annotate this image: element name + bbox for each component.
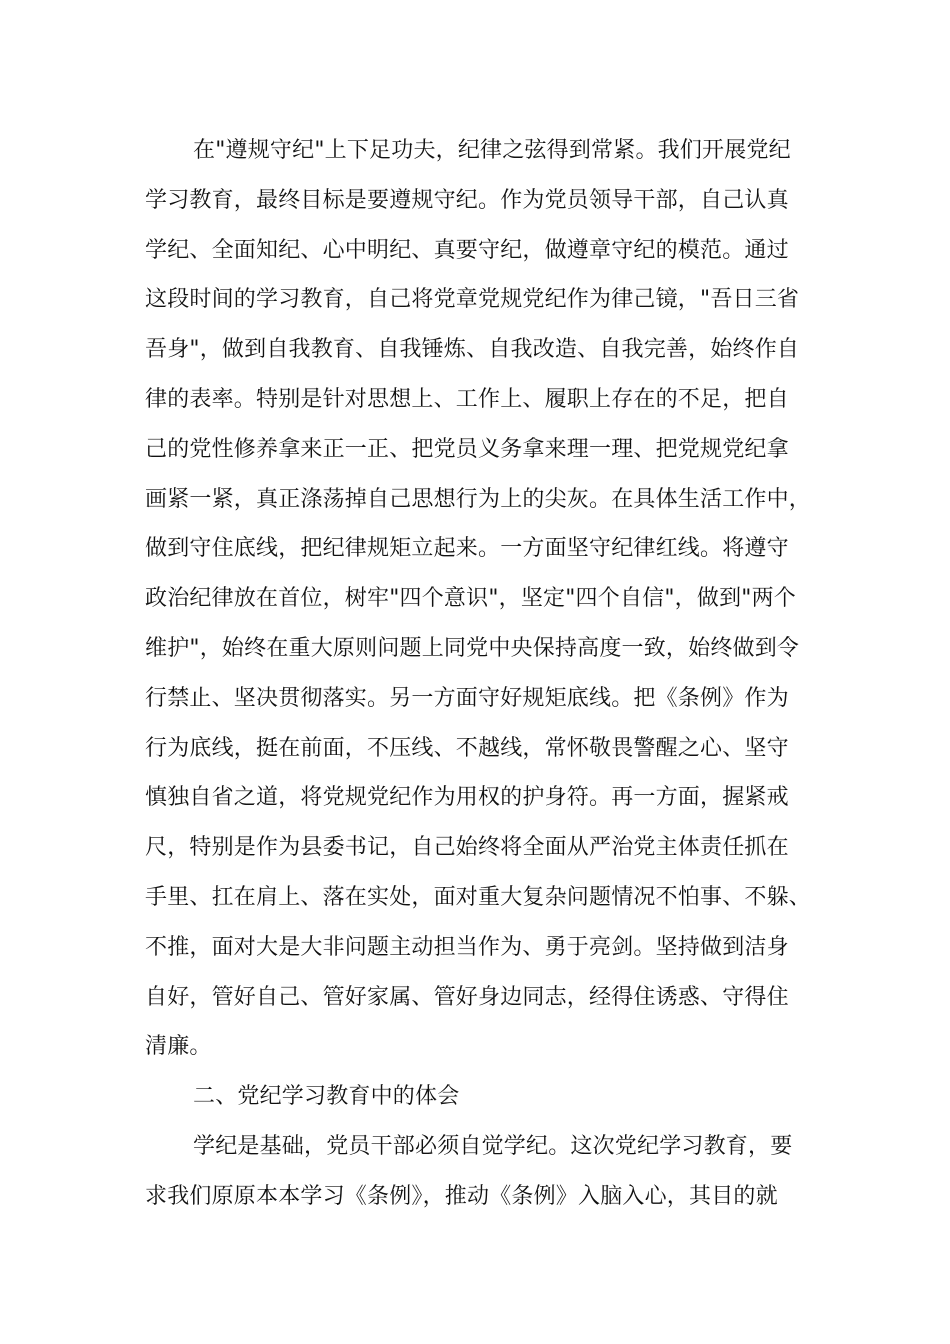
text-line: 律的表率。特别是针对思想上、工作上、履职上存在的不足，把自	[145, 386, 789, 412]
text-line: 吾身"，做到自我教育、自我锤炼、自我改造、自我完善，始终作自	[145, 337, 800, 363]
text-line: 不推，面对大是大非问题主动担当作为、勇于亮剑。坚持做到洁身	[145, 934, 789, 960]
text-line: 行禁止、坚决贯彻落实。另一方面守好规矩底线。把《条例》作为	[145, 685, 789, 711]
text-line: 画紧一紧，真正涤荡掉自己思想行为上的尖灰。在具体生活工作中，	[145, 486, 812, 512]
text-line: 学习教育，最终目标是要遵规守纪。作为党员领导干部，自己认真	[145, 187, 789, 213]
text-line: 学纪是基础，党员干部必须自觉学纪。这次党纪学习教育，要	[193, 1133, 793, 1159]
text-line: 慎独自省之道，将党规党纪作为用权的护身符。再一方面，握紧戒	[145, 785, 789, 811]
text-line: 做到守住底线，把纪律规矩立起来。一方面坚守纪律红线。将遵守	[145, 536, 789, 562]
section-heading: 二、党纪学习教育中的体会	[193, 1084, 460, 1110]
text-line: 在"遵规守纪"上下足功夫，纪律之弦得到常紧。我们开展党纪	[193, 138, 791, 163]
text-line: 尺，特别是作为县委书记，自己始终将全面从严治党主体责任抓在	[145, 835, 789, 861]
document-body	[145, 126, 825, 1222]
text-line: 行为底线，挺在前面，不压线、不越线，常怀敬畏警醒之心、坚守	[145, 735, 789, 761]
text-line: 自好，管好自己、管好家属、管好身边同志，经得住诱惑、守得住	[145, 984, 789, 1010]
text-line: 己的党性修养拿来正一正、把党员义务拿来理一理、把党规党纪拿	[145, 436, 789, 462]
text-line: 求我们原原本本学习《条例》，推动《条例》入脑入心，其目的就	[145, 1183, 778, 1209]
text-line: 手里、扛在肩上、落在实处，面对重大复杂问题情况不怕事、不躲、	[145, 884, 812, 910]
text-line: 这段时间的学习教育，自己将党章党规党纪作为律己镜，"吾日三省	[145, 287, 800, 313]
text-line: 学纪、全面知纪、心中明纪、真要守纪，做遵章守纪的模范。通过	[145, 237, 789, 263]
text-line: 政治纪律放在首位，树牢"四个意识"，坚定"四个自信"，做到"两个	[145, 586, 796, 612]
text-line: 清廉。	[145, 1034, 212, 1060]
text-line: 维护"，始终在重大原则问题上同党中央保持高度一致，始终做到令	[145, 635, 800, 661]
